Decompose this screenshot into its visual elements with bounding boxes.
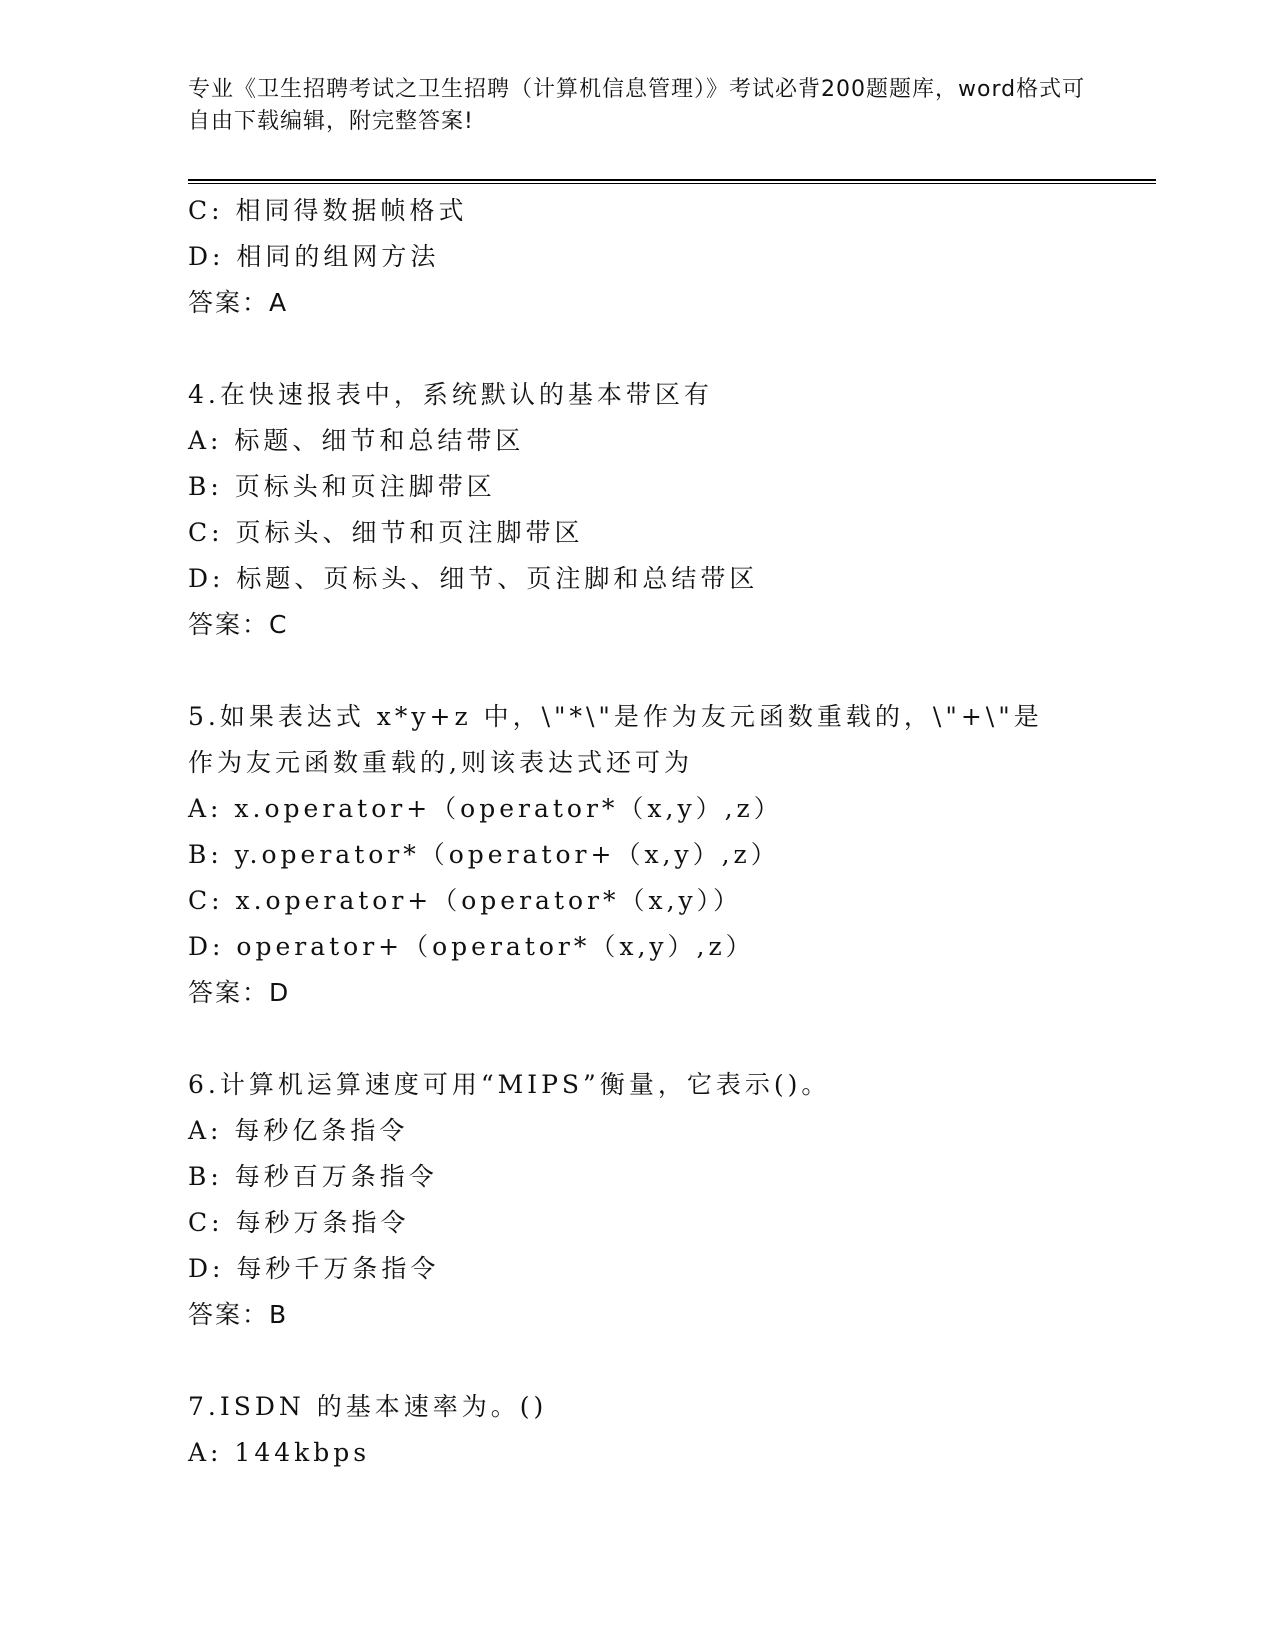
header-divider-thick (188, 179, 1156, 181)
q7-option-a: A: 144kbps (188, 1438, 371, 1467)
q6-option-d: D: 每秒千万条指令 (188, 1254, 440, 1283)
q5-option-d: D: operator+（operator*（x,y）,z） (188, 932, 755, 961)
q6-question: 6.计算机运算速度可用“MIPS”衡量，它表示()。 (188, 1070, 831, 1099)
q5-answer: 答案：D (188, 978, 291, 1007)
q6-option-a: A: 每秒亿条指令 (188, 1116, 409, 1145)
q5-option-c: C: x.operator+（operator*（x,y）） (188, 886, 743, 915)
spacer (188, 1338, 1088, 1384)
q4-option-a: A: 标题、细节和总结带区 (188, 426, 525, 455)
q3-answer: 答案：A (188, 288, 289, 317)
document-header: 专业《卫生招聘考试之卫生招聘（计算机信息管理）》考试必背200题题库，word格式可自由下载编辑，附完整答案! (188, 77, 1086, 134)
q6-answer: 答案：B (188, 1300, 289, 1329)
question-list (188, 188, 1088, 1476)
q3-option-c: C: 相同得数据帧格式 (188, 196, 468, 225)
q3-option-d: D: 相同的组网方法 (188, 242, 440, 271)
q4-answer: 答案：C (188, 610, 289, 639)
q5-question: 5.如果表达式 x*y+z 中，\"*\"是作为友元函数重载的，\"+\"是作为友元函数重载的,则该表达式还可为 (188, 702, 1043, 777)
q6-option-b: B: 每秒百万条指令 (188, 1162, 438, 1191)
q4-option-d: D: 标题、页标头、细节、页注脚和总结带区 (188, 564, 759, 593)
q5-option-b: B: y.operator*（operator+（x,y）,z） (188, 840, 780, 869)
q7-question: 7.ISDN 的基本速率为。() (188, 1392, 548, 1421)
spacer (188, 648, 1088, 694)
q4-option-c: C: 页标头、细节和页注脚带区 (188, 518, 584, 547)
spacer (188, 1016, 1088, 1062)
q5-option-a: A: x.operator+（operator*（x,y）,z） (188, 794, 783, 823)
spacer (188, 326, 1088, 372)
header-divider-thin (188, 183, 1156, 184)
q6-option-c: C: 每秒万条指令 (188, 1208, 410, 1237)
q4-question: 4.在快速报表中，系统默认的基本带区有 (188, 380, 713, 409)
q4-option-b: B: 页标头和页注脚带区 (188, 472, 496, 501)
